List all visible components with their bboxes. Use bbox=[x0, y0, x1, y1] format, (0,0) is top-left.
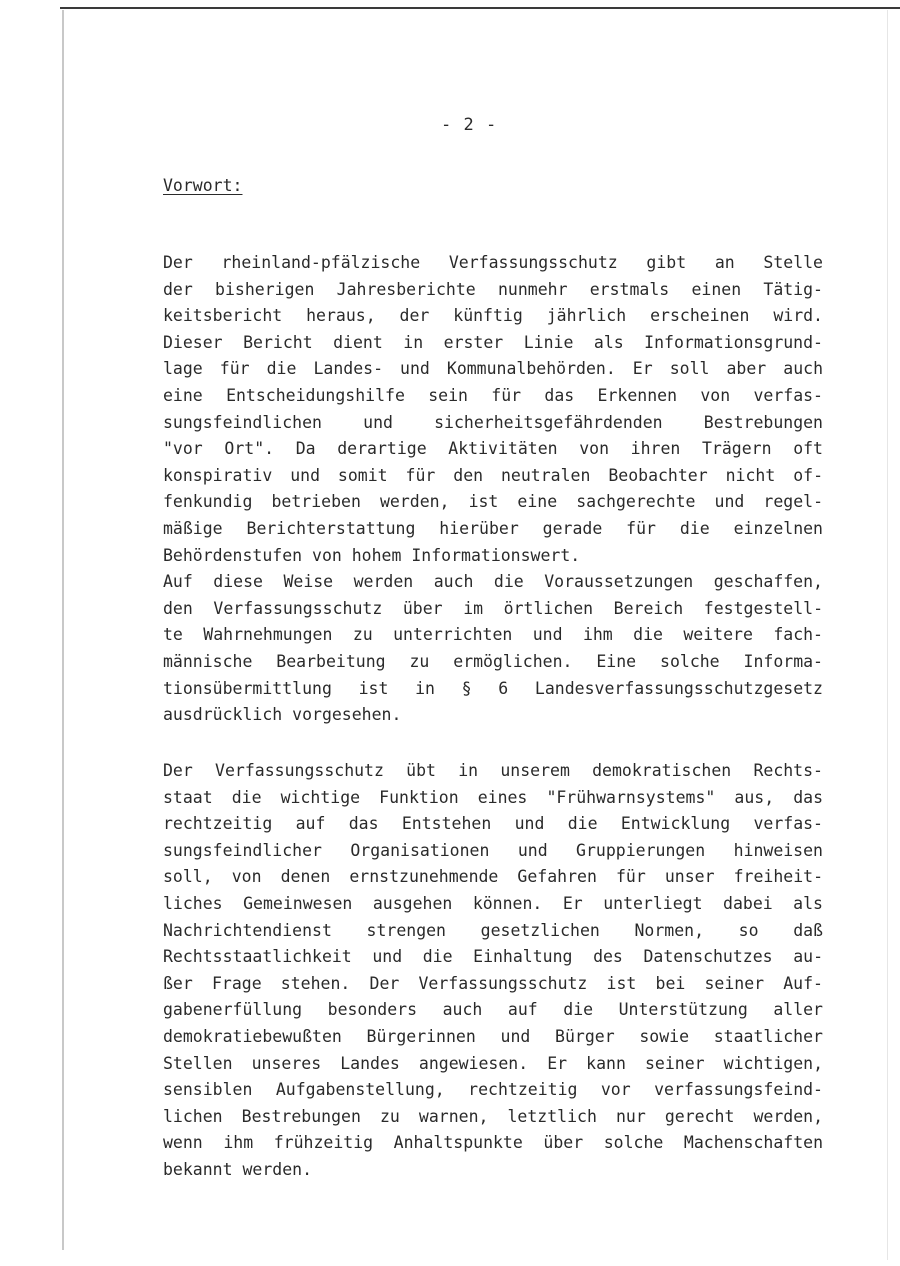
text-line: ßer Frage stehen. Der Verfassungsschutz ist bei seiner Auf- bbox=[163, 973, 823, 993]
text-line: demokratiebewußten Bürgerinnen und Bürger sowie staatlicher bbox=[163, 1026, 823, 1046]
page-top-edge bbox=[60, 7, 900, 9]
text-line: den Verfassungsschutz über im örtlichen Bereich festgestell- bbox=[163, 598, 823, 618]
text-line: staat die wichtige Funktion eines "Frühwarnsystems" aus, das bbox=[163, 787, 823, 807]
text-line: bekannt werden. bbox=[163, 1159, 313, 1179]
text-line: rechtzeitig auf das Entstehen und die Entwicklung verfas- bbox=[163, 814, 823, 834]
text-line: männische Bearbeitung zu ermöglichen. Eine solche Informa- bbox=[163, 651, 823, 671]
text-line: te Wahrnehmungen zu unterrichten und ihm die weitere fach- bbox=[163, 625, 823, 645]
text-line: Auf diese Weise werden auch die Voraussetzungen geschaffen, bbox=[163, 572, 823, 592]
text-line: eine Entscheidungshilfe sein für das Erkennen von verfas- bbox=[163, 385, 823, 405]
text-line: lichen Bestrebungen zu warnen, letztlich nur gerecht werden, bbox=[163, 1106, 823, 1126]
text-line: mäßige Berichterstattung hierüber gerade für die einzelnen bbox=[163, 518, 823, 538]
text-line: der bisherigen Jahresberichte nunmehr erstmals einen Tätig- bbox=[163, 279, 823, 299]
text-line: sungsfeindlicher Organisationen und Gruppierungen hinweisen bbox=[163, 840, 823, 860]
paragraph-early-warning bbox=[163, 758, 823, 1184]
text-line: "vor Ort". Da derartige Aktivitäten von ihren Trägern oft bbox=[163, 439, 823, 459]
text-line: Nachrichtendienst strengen gesetzlichen Normen, so daß bbox=[163, 920, 823, 940]
text-line: liches Gemeinwesen ausgehen können. Er unterliegt dabei als bbox=[163, 893, 823, 913]
text-line: Stellen unseres Landes angewiesen. Er kann seiner wichtigen, bbox=[163, 1053, 823, 1073]
text-line: sensiblen Aufgabenstellung, rechtzeitig vor verfassungsfeind- bbox=[163, 1080, 823, 1100]
text-line: sungsfeindlichen und sicherheitsgefährdenden Bestrebungen bbox=[163, 412, 823, 432]
text-line: keitsbericht heraus, der künftig jährlich erscheinen wird. bbox=[163, 306, 823, 326]
text-line: tionsübermittlung ist in § 6 Landesverfassungsschutzgesetz bbox=[163, 678, 823, 698]
text-line: Der rheinland-pfälzische Verfassungsschutz gibt an Stelle bbox=[163, 253, 823, 272]
page-number: - 2 - bbox=[441, 115, 498, 135]
text-line: Dieser Bericht dient in erster Linie als Informationsgrund- bbox=[163, 332, 823, 352]
text-line: fenkundig betrieben werden, ist eine sachgerechte und regel- bbox=[163, 492, 823, 512]
text-line: Rechtsstaatlichkeit und die Einhaltung des Datenschutzes au- bbox=[163, 947, 823, 967]
text-line: Behördenstufen von hohem Informationswert. bbox=[163, 545, 581, 565]
text-line: Der Verfassungsschutz übt in unserem demokratischen Rechts- bbox=[163, 761, 823, 780]
page-left-edge bbox=[62, 10, 64, 1250]
text-line: ausdrücklich vorgesehen. bbox=[163, 705, 402, 725]
text-line: lage für die Landes- und Kommunalbehörden. Er soll aber auch bbox=[163, 359, 823, 379]
text-line: soll, von denen ernstzunehmende Gefahren für unser freiheit- bbox=[163, 867, 823, 887]
heading-vorwort: Vorwort: bbox=[163, 176, 243, 195]
paragraph-intro bbox=[163, 250, 823, 729]
page-right-edge bbox=[887, 10, 888, 1260]
text-line: wenn ihm frühzeitig Anhaltspunkte über solche Machenschaften bbox=[163, 1133, 823, 1153]
text-line: gabenerfüllung besonders auch auf die Unterstützung aller bbox=[163, 1000, 823, 1020]
text-line: konspirativ und somit für den neutralen Beobachter nicht of- bbox=[163, 465, 823, 485]
